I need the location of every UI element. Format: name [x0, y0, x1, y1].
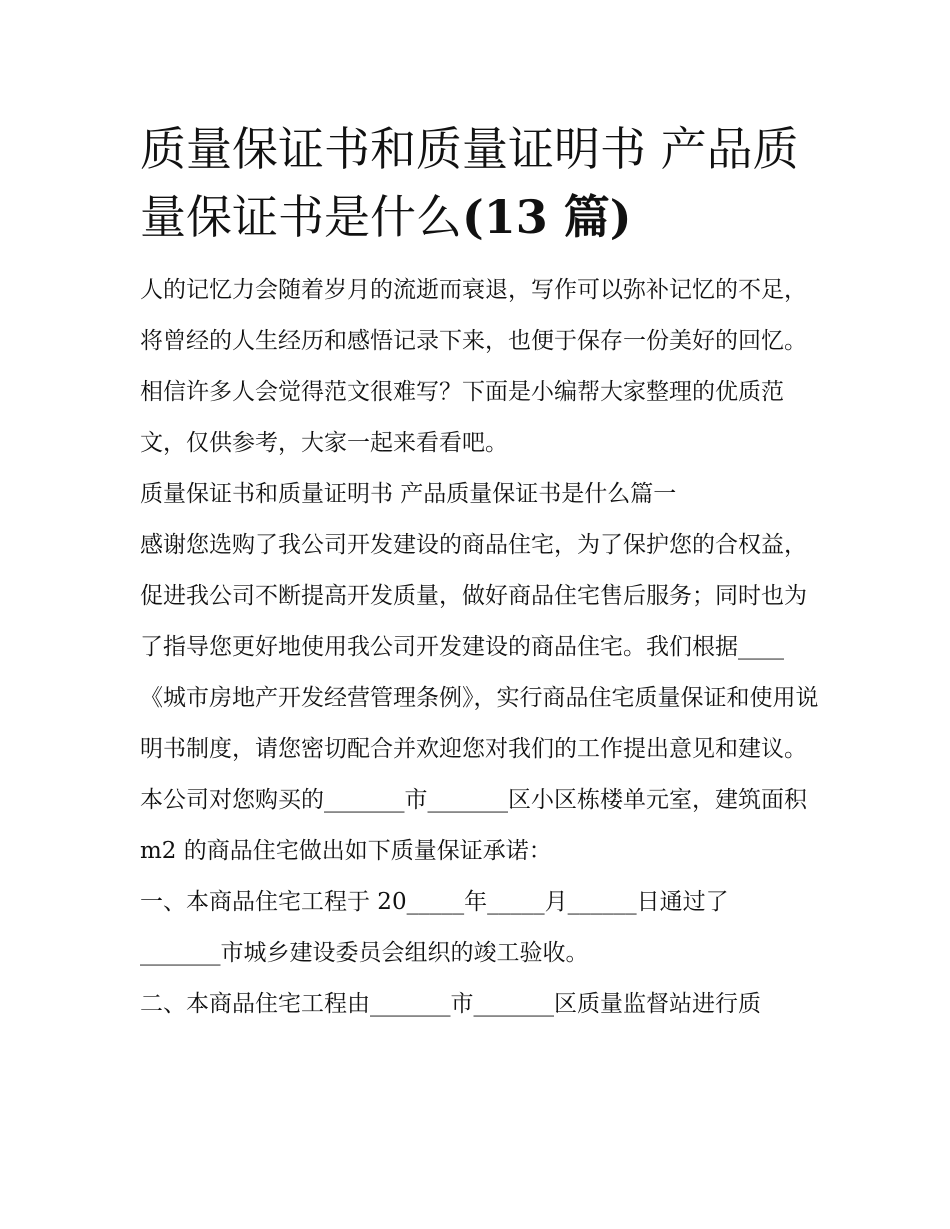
- section-heading: 质量保证书和质量证明书 产品质量保证书是什么篇一: [140, 481, 677, 507]
- body-paragraph-4: 二、本商品住宅工程由_______市_______区质量监督站进行质: [140, 991, 761, 1017]
- title-main-text: 质量保证书和质量证明书 产品质量保证书是什么: [140, 122, 799, 244]
- document-page: [140, 115, 820, 1030]
- body-paragraph-2: 本公司对您购买的_______市_______区小区栋楼单元室，建筑面积 m2 的商品住宅做出如下质量保证承诺：: [140, 787, 807, 864]
- intro-paragraph: 人的记忆力会随着岁月的流逝而衰退，写作可以弥补记忆的不足，将曾经的人生经历和感悟记录下来，也便于保存一份美好的回忆。相信许多人会觉得范文很难写？下面是小编帮大家整理的优质范文，仅供参考，大家一起来看看吧。: [140, 277, 807, 456]
- body-paragraph-3-line-2: _______市城乡建设委员会组织的竣工验收。: [140, 940, 589, 966]
- body-paragraph-1: 感谢您选购了我公司开发建设的商品住宅，为了保护您的合权益，促进我公司不断提高开发质量，做好商品住宅售后服务；同时也为了指导您更好地使用我公司开发建设的商品住宅。我们根据____《城市房地产开发经营管理条例》，实行商品住宅质量保证和使用说明书制度，请您密切配合并欢迎您对我们的工作提出意见和建议。: [140, 532, 819, 762]
- title-count: (13 篇): [462, 190, 632, 244]
- document-title: [140, 115, 820, 251]
- body-paragraph-3-line-1: 一、本商品住宅工程于 20_____年_____月______日通过了: [140, 889, 729, 915]
